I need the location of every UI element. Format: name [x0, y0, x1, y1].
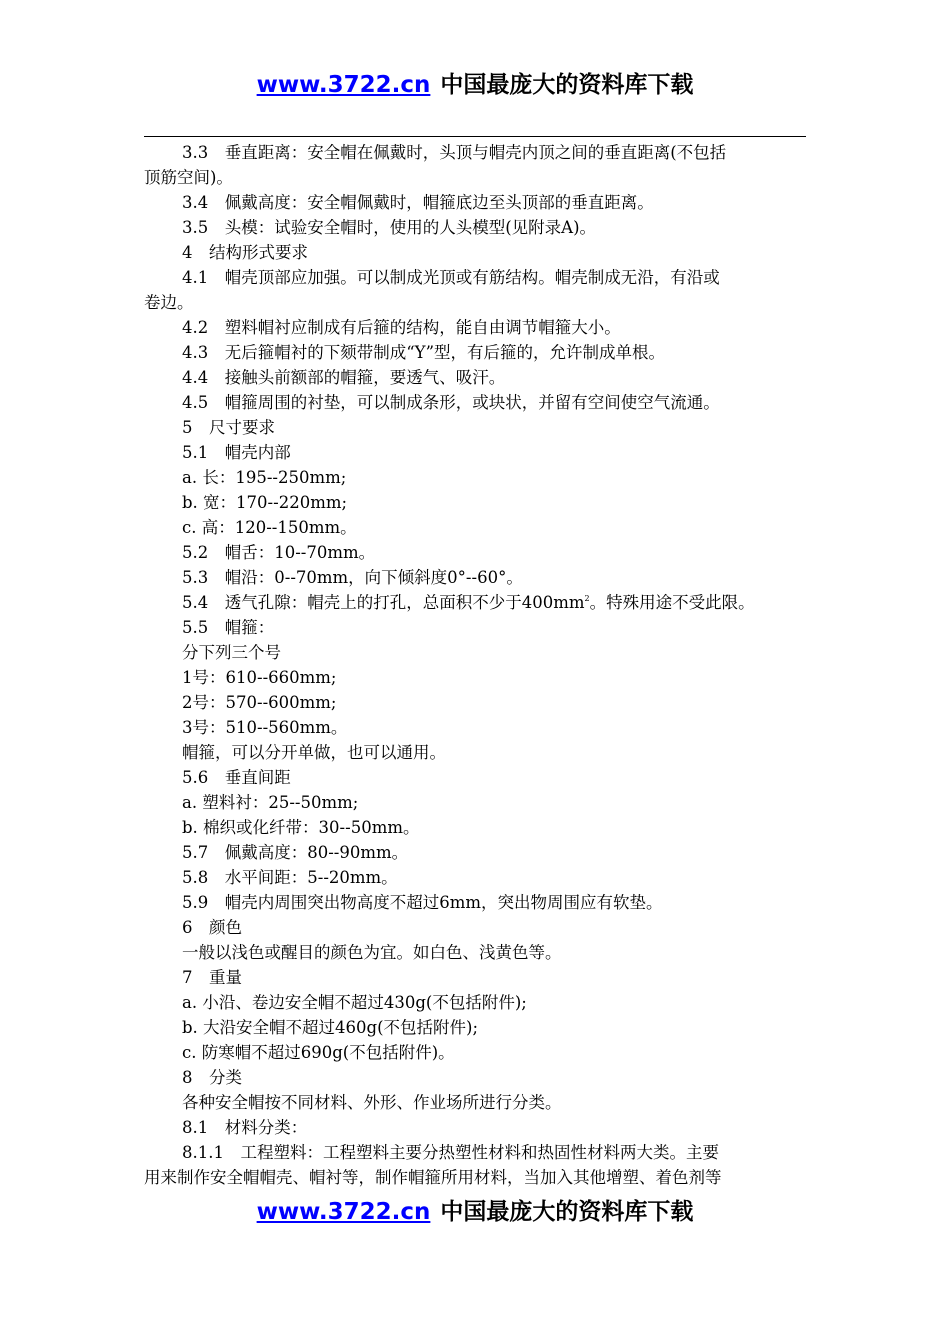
- text-line: [144, 1140, 806, 1165]
- text-line: [144, 540, 806, 565]
- line-text: 5.3 帽沿：0--70mm，向下倾斜度0°--60°。: [182, 568, 523, 587]
- line-text: c. 防寒帽不超过690g(不包括附件)。: [182, 1043, 455, 1062]
- text-line: [144, 565, 806, 590]
- header-divider: [144, 136, 806, 137]
- site-link[interactable]: www.3722.cn: [256, 72, 431, 98]
- line-text: 4.4 接触头前额部的帽箍，要透气、吸汗。: [182, 368, 506, 387]
- line-text: 3.5 头模：试验安全帽时，使用的人头模型(见附录A)。: [182, 218, 597, 237]
- line-text: 顶筋空间)。: [144, 168, 233, 187]
- line-text: 分下列三个号: [182, 643, 281, 662]
- text-line: [144, 490, 806, 515]
- text-line: [144, 1090, 806, 1115]
- line-text: c. 高：120--150mm。: [182, 518, 357, 537]
- line-text: 3号：510--560mm。: [182, 718, 348, 737]
- line-text: 4.1 帽壳顶部应加强。可以制成光顶或有筋结构。帽壳制成无沿，有沿或: [182, 268, 720, 287]
- text-line: [144, 765, 806, 790]
- site-link[interactable]: www.3722.cn: [256, 1199, 431, 1225]
- line-text: 1号：610--660mm;: [182, 668, 337, 687]
- text-line: [144, 140, 806, 165]
- text-line: [144, 590, 806, 615]
- text-line: [144, 415, 806, 440]
- text-line: [144, 315, 806, 340]
- text-line: [144, 290, 806, 315]
- document-body: [144, 140, 806, 1190]
- text-line: [144, 515, 806, 540]
- text-line: [144, 640, 806, 665]
- line-text: b. 大沿安全帽不超过460g(不包括附件);: [182, 1018, 479, 1037]
- line-text: 5.2 帽舌：10--70mm。: [182, 543, 376, 562]
- text-line: [144, 840, 806, 865]
- line-text: 卷边。: [144, 293, 194, 312]
- line-text: 5.8 水平间距：5--20mm。: [182, 868, 398, 887]
- line-text: 8 分类: [182, 1068, 242, 1087]
- line-text: 5 尺寸要求: [182, 418, 275, 437]
- line-text: 2号：570--600mm;: [182, 693, 337, 712]
- text-line: [144, 715, 806, 740]
- text-line: [144, 165, 806, 190]
- superscript: 2: [584, 594, 590, 603]
- line-text: b. 宽：170--220mm;: [182, 493, 348, 512]
- line-text: 4 结构形式要求: [182, 243, 308, 262]
- line-text: 4.5 帽箍周围的衬垫，可以制成条形，或块状，并留有空间使空气流通。: [182, 393, 720, 412]
- text-line: [144, 790, 806, 815]
- footer-banner: [0, 1197, 950, 1227]
- text-line: [144, 965, 806, 990]
- text-line: [144, 890, 806, 915]
- text-line: [144, 915, 806, 940]
- text-line: [144, 340, 806, 365]
- line-text: 帽箍，可以分开单做，也可以通用。: [182, 743, 446, 762]
- line-text: a. 小沿、卷边安全帽不超过430g(不包括附件);: [182, 993, 527, 1012]
- line-text: b. 棉织或化纤带：30--50mm。: [182, 818, 420, 837]
- line-text: 4.3 无后箍帽衬的下颏带制成“Y”型，有后箍的，允许制成单根。: [182, 343, 666, 362]
- text-line: [144, 940, 806, 965]
- text-line: [144, 1015, 806, 1040]
- line-text: 4.2 塑料帽衬应制成有后箍的结构，能自由调节帽箍大小。: [182, 318, 621, 337]
- text-line: [144, 690, 806, 715]
- text-line: [144, 440, 806, 465]
- line-text: 5.5 帽箍：: [182, 618, 275, 637]
- text-line: [144, 215, 806, 240]
- line-text: 8.1 材料分类：: [182, 1118, 308, 1137]
- line-text: 5.9 帽壳内周围突出物高度不超过6mm，突出物周围应有软垫。: [182, 893, 663, 912]
- line-text: 7 重量: [182, 968, 242, 987]
- text-line: [144, 740, 806, 765]
- text-line: [144, 365, 806, 390]
- line-text: 6 颜色: [182, 918, 242, 937]
- text-line: [144, 265, 806, 290]
- line-text: a. 塑料衬：25--50mm;: [182, 793, 359, 812]
- text-line: [144, 615, 806, 640]
- line-text: 各种安全帽按不同材料、外形、作业场所进行分类。: [182, 1093, 562, 1112]
- line-text: a. 长：195--250mm;: [182, 468, 347, 487]
- text-line: [144, 990, 806, 1015]
- text-line: [144, 815, 806, 840]
- text-line: [144, 465, 806, 490]
- text-line: [144, 1040, 806, 1065]
- text-line: [144, 1065, 806, 1090]
- header-banner: [0, 70, 950, 100]
- text-line: [144, 240, 806, 265]
- line-text: 用来制作安全帽帽壳、帽衬等，制作帽箍所用材料，当加入其他增塑、着色剂等: [144, 1168, 722, 1187]
- line-text: 3.4 佩戴高度：安全帽佩戴时，帽箍底边至头顶部的垂直距离。: [182, 193, 654, 212]
- line-text: 8.1.1 工程塑料：工程塑料主要分热塑性材料和热固性材料两大类。主要: [182, 1143, 719, 1162]
- text-line: [144, 1115, 806, 1140]
- text-line: [144, 865, 806, 890]
- text-line: [144, 390, 806, 415]
- line-text: 5.6 垂直间距: [182, 768, 291, 787]
- site-slogan: 中国最庞大的资料库下载: [440, 72, 694, 98]
- line-text: 5.7 佩戴高度：80--90mm。: [182, 843, 409, 862]
- text-line: [144, 1165, 806, 1190]
- site-slogan: 中国最庞大的资料库下载: [440, 1199, 694, 1225]
- line-text: 一般以浅色或醒目的颜色为宜。如白色、浅黄色等。: [182, 943, 562, 962]
- text-line: [144, 665, 806, 690]
- line-text-continued: 。特殊用途不受此限。: [589, 593, 755, 612]
- line-text: 3.3 垂直距离：安全帽在佩戴时，头顶与帽壳内顶之间的垂直距离(不包括: [182, 143, 727, 162]
- line-text: 5.4 透气孔隙：帽壳上的打孔，总面积不少于400mm: [182, 593, 585, 612]
- text-line: [144, 190, 806, 215]
- line-text: 5.1 帽壳内部: [182, 443, 291, 462]
